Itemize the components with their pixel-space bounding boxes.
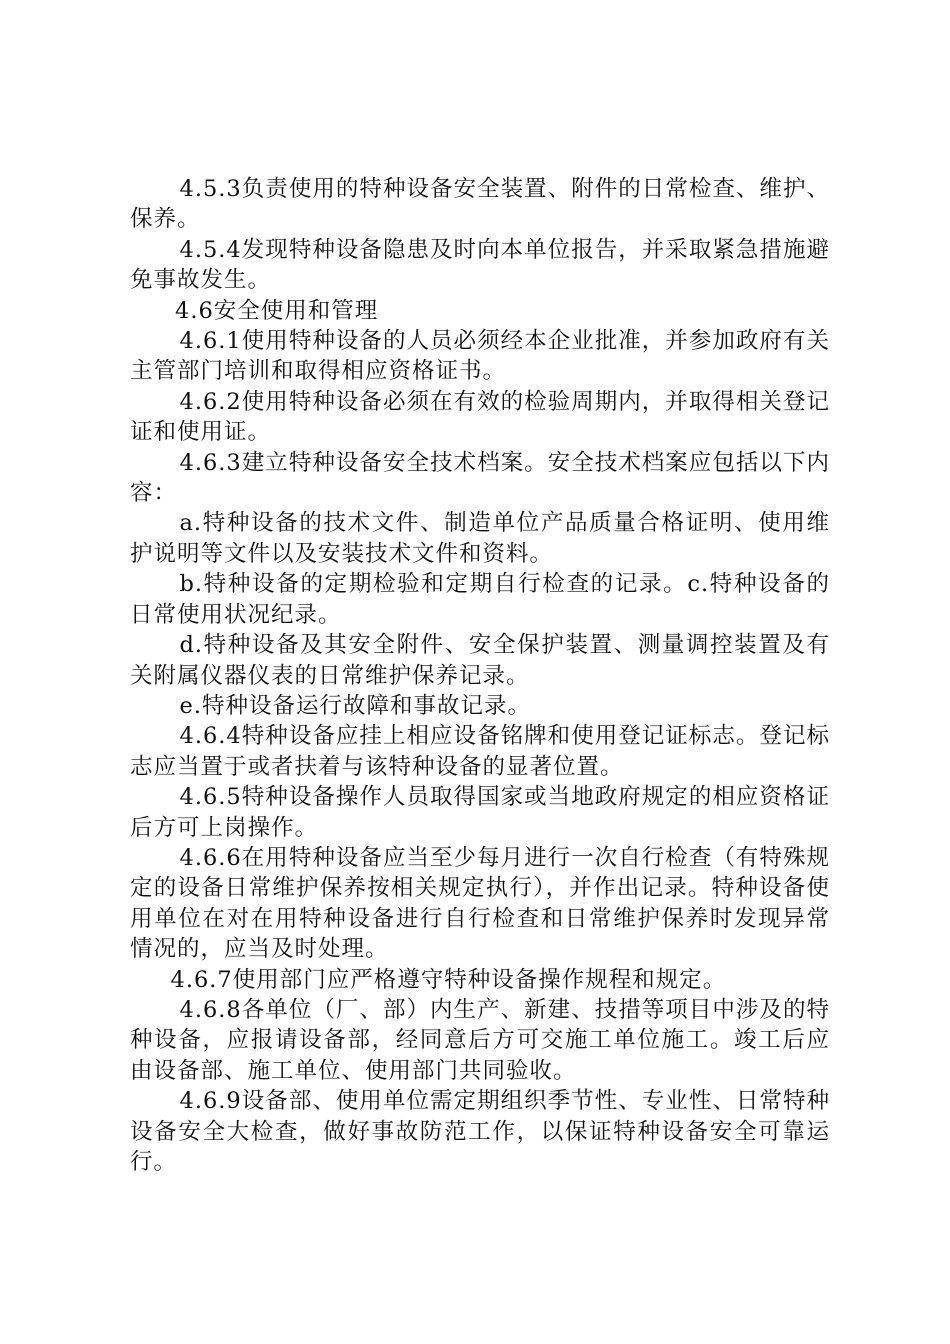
list-item-a: a.特种设备的技术文件、制造单位产品质量合格证明、使用维护说明等文件以及安装技术文件和资料。 bbox=[130, 510, 830, 567]
paragraph-4-6-7: 4.6.7使用部门应严格遵守特种设备操作规程和规定。 bbox=[170, 966, 727, 993]
paragraph-4-5-3: 4.5.3负责使用的特种设备安全装置、附件的日常检查、维护、保养。 bbox=[130, 176, 830, 233]
paragraph-4-6-2: 4.6.2使用特种设备必须在有效的检验周期内，并取得相关登记证和使用证。 bbox=[130, 388, 830, 446]
paragraph-4-5-4: 4.5.4发现特种设备隐患及时向本单位报告，并采取紧急措施避免事故发生。 bbox=[130, 236, 830, 294]
list-item-b-c: b.特种设备的定期检验和定期自行检查的记录。c.特种设备的日常使用状况纪录。 bbox=[130, 571, 830, 628]
paragraph-4-6-5: 4.6.5特种设备操作人员取得国家或当地政府规定的相应资格证后方可上岗操作。 bbox=[130, 784, 830, 841]
list-item-e: e.特种设备运行故障和事故记录。 bbox=[179, 692, 531, 719]
section-heading-4-6: 4.6安全使用和管理 bbox=[175, 297, 379, 324]
paragraph-4-6-4: 4.6.4特种设备应挂上相应设备铭牌和使用登记证标志。登记标志应当置于或者扶着与该特种设备的显著位置。 bbox=[130, 723, 830, 780]
paragraph-4-6-1: 4.6.1使用特种设备的人员必须经本企业批准，并参加政府有关主管部门培训和取得相应资格证书。 bbox=[130, 328, 830, 385]
paragraph-4-6-3: 4.6.3建立特种设备安全技术档案。安全技术档案应包括以下内容： bbox=[130, 449, 830, 507]
paragraph-4-6-9: 4.6.9设备部、使用单位需定期组织季节性、专业性、日常特种设备安全大检查，做好事故防范工作，以保证特种设备安全可靠运行。 bbox=[130, 1088, 830, 1175]
paragraph-4-6-6: 4.6.6在用特种设备应当至少每月进行一次自行检查（有特殊规定的设备日常维护保养按相关规定执行），并作出记录。特种设备使用单位在对在用特种设备进行自行检查和日常维护保养时发现异常情况的，应当及时处理。 bbox=[130, 844, 830, 963]
paragraph-4-6-8: 4.6.8各单位（厂、部）内生产、新建、技措等项目中涉及的特种设备，应报请设备部，经同意后方可交施工单位施工。竣工后应由设备部、施工单位、使用部门共同验收。 bbox=[130, 996, 830, 1084]
list-item-d: d.特种设备及其安全附件、安全保护装置、测量调控装置及有关附属仪器仪表的日常维护保养记录。 bbox=[130, 632, 830, 689]
document-body bbox=[130, 174, 830, 1177]
